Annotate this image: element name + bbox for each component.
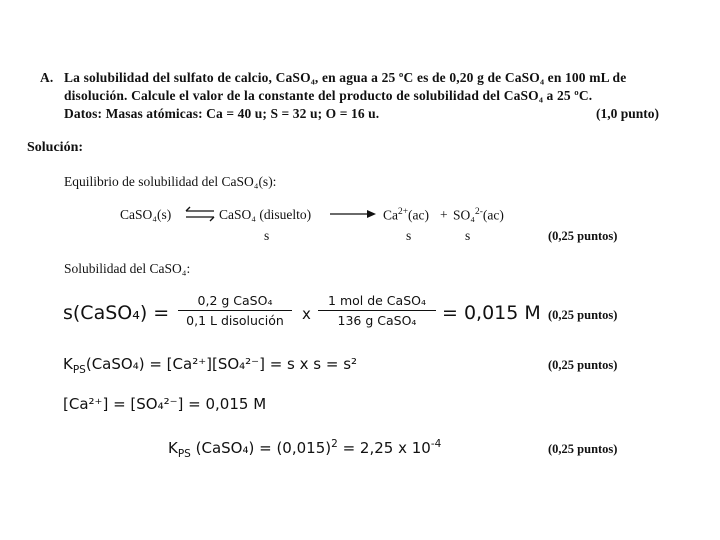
times-sign: x: [302, 305, 311, 323]
kps-compound: (CaSO₄): [85, 355, 145, 373]
problem-line-3: Datos: Masas atómicas: Ca = 40 u; S = 32 u; O = 16 u.: [64, 106, 380, 121]
points-solubility: (0,25 puntos): [548, 308, 618, 322]
final-k-subscript: PS: [177, 448, 191, 460]
solubility-result: = 0,015 M: [442, 302, 541, 324]
solution-heading: Solución:: [27, 140, 84, 155]
eq-so4-state: (ac): [482, 207, 504, 223]
points-final: (0,25 puntos): [548, 442, 618, 456]
kps-equation: = [Ca²⁺][SO₄²⁻] = s x s = s²: [149, 355, 358, 373]
points-equilibrium: (0,25 puntos): [548, 229, 618, 243]
kps-symbol: K: [63, 355, 73, 373]
s-under-intermediate: s: [264, 228, 270, 243]
eq-intermediate: CaSO₄ (disuelto): [219, 207, 312, 222]
points-kps-expression: (0,25 puntos): [548, 358, 618, 372]
problem-score: (1,0 punto): [596, 106, 660, 121]
solubility-lhs: s(CaSO₄) =: [63, 302, 170, 324]
fraction-1-denominator: 0,1 L disolución: [186, 313, 284, 328]
eq-ca-charge: 2+: [398, 207, 409, 217]
solubility-title: Solubilidad del CaSO₄:: [64, 261, 191, 276]
final-exponent: -4: [430, 438, 442, 450]
problem-line-1: La solubilidad del sulfato de calcio, CaSO₄, en agua a 25 ºC es de 0,20 g de CaSO₄ en 100 mL de: [64, 70, 627, 85]
fraction-molar-mass: [318, 293, 436, 328]
eq-so4-charge: 2-: [474, 207, 483, 217]
equilibrium-title: Equilibrio de solubilidad del CaSO₄(s):: [64, 174, 277, 189]
fraction-mass-volume: [178, 293, 292, 328]
eq-calcium-ion: [383, 207, 429, 224]
s-under-sulfate: s: [465, 228, 471, 243]
eq-sulfate-ion: [453, 207, 504, 224]
concentration-line: [Ca²⁺] = [SO₄²⁻] = 0,015 M: [63, 395, 267, 413]
eq-plus: +: [440, 207, 448, 222]
eq-reactant: CaSO₄(s): [120, 207, 172, 222]
fraction-1-numerator: 0,2 g CaSO₄: [178, 293, 292, 311]
fraction-2-numerator: 1 mol de CaSO₄: [318, 293, 436, 311]
problem-label: A.: [40, 70, 54, 85]
reaction-arrow-icon: [329, 208, 377, 220]
eq-so4-symbol: SO₄: [453, 207, 475, 223]
eq-ca-state: (ac): [408, 207, 430, 223]
final-compound: (CaSO₄) = (0,015): [195, 439, 332, 457]
final-value: = 2,25 x 10: [342, 439, 431, 457]
s-under-calcium: s: [406, 228, 412, 243]
problem-line-2: disolución. Calcule el valor de la constante del producto de solubilidad del CaSO₄ a 25 ºC.: [64, 88, 593, 103]
eq-ca-symbol: Ca: [383, 207, 398, 223]
fraction-2-denominator: 136 g CaSO₄: [337, 313, 417, 328]
kps-expression: [63, 355, 357, 376]
final-result: [168, 438, 441, 460]
final-square: 2: [331, 438, 338, 450]
equilibrium-arrows-icon: [184, 206, 216, 222]
final-k: K: [168, 439, 178, 457]
kps-subscript: PS: [72, 364, 86, 376]
